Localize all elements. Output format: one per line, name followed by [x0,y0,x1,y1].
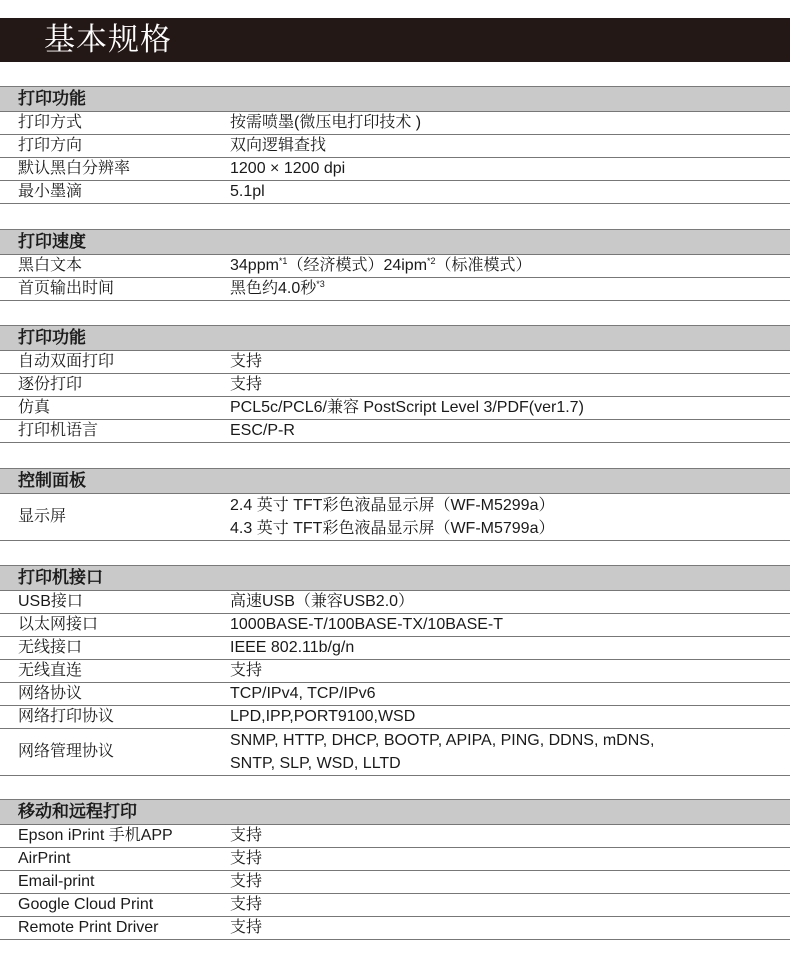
spec-row [0,847,790,870]
spec-value-line: 4.3 英寸 TFT彩色液晶显示屏（WF-M5799a） [230,520,555,537]
section-print-speed [0,229,790,301]
spec-label: 打印方向 [18,137,83,154]
page-title-bar [0,18,790,62]
section-print-function [0,86,790,204]
spec-label: AirPrint [18,850,71,867]
section-heading: 打印机接口 [0,565,790,590]
spec-row [0,373,790,396]
spec-row [0,419,790,443]
spec-label: 无线接口 [18,639,83,656]
spec-row [0,254,790,277]
spec-value [230,494,554,540]
spec-label: 网络打印协议 [18,708,115,725]
spec-value: 1000BASE-T/100BASE-TX/10BASE-T [230,616,504,633]
spec-value: 1200 × 1200 dpi [230,160,346,177]
section-print-features [0,325,790,443]
spec-row [0,613,790,636]
spec-value: 高速USB（兼容USB2.0） [230,593,415,610]
footnote-mark: *1 [278,256,288,266]
spec-label: Email-print [18,873,95,890]
spec-label: 网络管理协议 [18,743,115,760]
spec-label: 最小墨滴 [18,183,83,200]
spec-value: 支持 [230,873,263,890]
spec-label: 默认黑白分辨率 [18,160,131,177]
spec-row [0,870,790,893]
footnote-mark: *2 [427,256,436,266]
spec-value: 按需喷墨(微压电打印技术 ) [230,114,422,131]
section-heading: 控制面板 [0,468,790,493]
spec-value-line: SNMP, HTTP, DHCP, BOOTP, APIPA, PING, DDNS, mDNS, [230,732,655,749]
first-page-time: 黑色约4.0秒 [230,280,317,297]
spec-value: ESC/P-R [230,422,295,439]
spec-value: PCL5c/PCL6/兼容 PostScript Level 3/PDF(ver1.7) [230,399,584,416]
spec-value-line: 2.4 英寸 TFT彩色液晶显示屏（WF-M5299a） [230,497,555,514]
section-interfaces [0,565,790,776]
section-heading: 打印速度 [0,229,790,254]
spec-value: 支持 [230,896,263,913]
spec-row [0,396,790,419]
speed-eco: 34ppm [230,257,279,274]
spec-value: 支持 [230,850,263,867]
spec-row [0,350,790,373]
section-heading: 打印功能 [0,86,790,111]
spec-row [0,134,790,157]
spec-value-line: SNTP, SLP, WSD, LLTD [230,755,401,772]
spec-value: LPD,IPP,PORT9100,WSD [230,708,416,725]
spec-label: 打印机语言 [18,422,99,439]
spec-label: 黑白文本 [18,257,83,274]
spec-label: Google Cloud Print [18,896,154,913]
spec-label: 网络协议 [18,685,83,702]
spec-value [230,729,654,775]
spec-row [0,659,790,682]
spec-label: 无线直连 [18,662,83,679]
spec-value: 支持 [230,919,263,936]
section-heading: 移动和远程打印 [0,799,790,824]
spec-value [230,255,532,277]
spec-row [0,682,790,705]
spec-value: 5.1pl [230,183,265,200]
spec-value: 双向逻辑查找 [230,137,327,154]
spec-value: 支持 [230,827,263,844]
spec-row [0,916,790,940]
spec-row [0,111,790,134]
section-mobile-remote-print [0,799,790,940]
spec-label: 以太网接口 [18,616,99,633]
spec-row [0,728,790,776]
spec-value: IEEE 802.11b/g/n [230,639,355,656]
spec-row [0,180,790,204]
spec-row [0,157,790,180]
spec-label: 打印方式 [18,114,83,131]
spec-row [0,493,790,541]
spec-label: 首页输出时间 [18,280,115,297]
page-title: 基本规格 [44,22,172,57]
spec-row [0,277,790,301]
spec-label: Remote Print Driver [18,919,159,936]
spec-value: TCP/IPv4, TCP/IPv6 [230,685,376,702]
section-control-panel [0,468,790,541]
spec-value: 支持 [230,376,263,393]
spec-label: 显示屏 [18,508,67,525]
spec-row [0,590,790,613]
spec-value: 支持 [230,353,263,370]
spec-row [0,893,790,916]
section-heading: 打印功能 [0,325,790,350]
speed-standard: （经济模式）24ipm [287,257,428,274]
spec-label: USB接口 [18,593,83,610]
footnote-mark: *3 [316,279,325,289]
spec-label: Epson iPrint 手机APP [18,827,173,844]
spec-row [0,636,790,659]
spec-value [230,278,325,300]
spec-label: 逐份打印 [18,376,83,393]
spec-value: 支持 [230,662,263,679]
speed-mode: （标准模式） [435,257,532,274]
spec-row [0,705,790,728]
spec-label: 自动双面打印 [18,353,115,370]
spec-row [0,824,790,847]
spec-label: 仿真 [18,399,51,416]
